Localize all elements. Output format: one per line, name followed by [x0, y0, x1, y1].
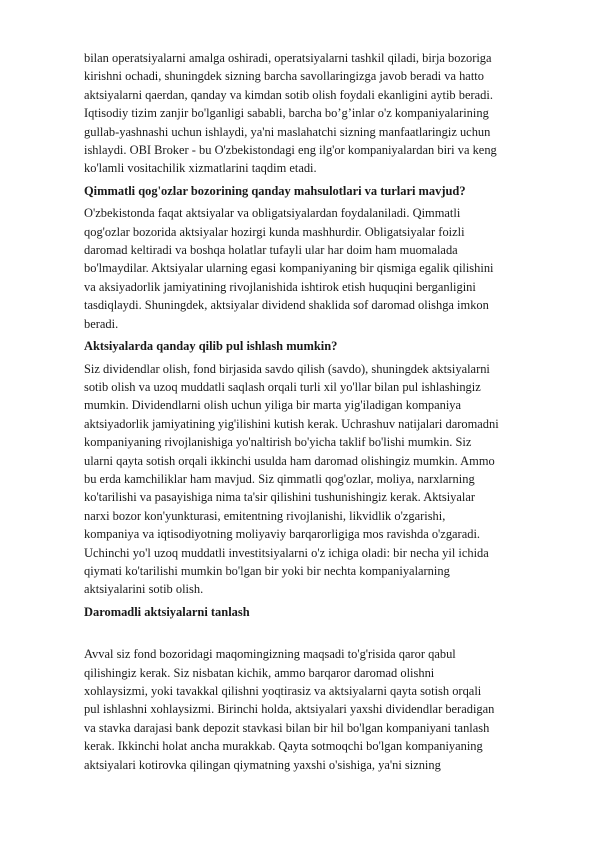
section-heading-products: Qimmatli qog'ozlar bozorining qanday mahsulotlari va turlari mavjud? — [84, 183, 466, 198]
paragraph-broker-intro: bilan operatsiyalarni amalga oshiradi, operatsiyalarni tashkil qiladi, birja bozoriga kirishni ochadi, shuningdek sizning barcha savollaringizga javob beradi va hatto aktsiyalarni qaerdan, qanday va kimdan sotib olish foydali ekanligini aytib beradi. Iqtisodiy tizim zanjir bo'lganligi sababli, barcha bo’g’inlar o'z kompaniyalarining gullab-yashnashi uchun ishlaydi, ya'ni maslahatchi sizning manfaatlaringiz uchun ishlaydi. OBI Broker - bu O'zbekistondagi eng ilg'or kompaniyalardan biri va keng ko'lamli vositachilik xizmatlarini taqdim etadi. — [84, 51, 497, 176]
paragraph-earning: Siz dividendlar olish, fond birjasida savdo qilish (savdo), shuningdek aktsiyalarni sotib olish va uzoq muddatli saqlash orqali turli xil yo'llar bilan pul ishlashingiz mumkin. Dividendlarni olish uchun yiliga bir marta yig'iladigan kompaniya aktsiyadorlik jamiyatining yig'ilishini kutish kerak. Uchrashuv natijalari daromadni kompaniyaning rivojlanishiga yo'naltirish bo'yicha taklif bo'lishi mumkin. Siz ularni qayta sotish orqali ikkinchi usulda ham daromad olishingiz mumkin. Ammo bu erda kamchiliklar ham mavjud. Siz qimmatli qog'ozlar, moliya, narxlarning ko'tarilishi va pasayishiga nima ta'sir qilishini tushunishingiz kerak. Aktsiyalar narxi bozor kon'yunkturasi, emitentning rivojlanishi, likvidlik o'zgarishi, kompaniya va iqtisodiyotning moliyaviy barqarorligiga mos ravishda o'zgaradi. Uchinchi yo'l uzoq muddatli investitsiyalarni o'z ichiga oladi: bir necha yil ichida qiymati ko'tarilishi mumkin bo'lgan bir yoki bir nechta kompaniyalarning aktsiyalarini sotib olish. — [84, 361, 499, 597]
section-heading-choosing-stocks: Daromadli aktsiyalarni tanlash — [84, 604, 250, 619]
document-page — [84, 49, 554, 774]
section-heading-earning: Aktsiyalarda qanday qilib pul ishlash mumkin? — [84, 339, 338, 354]
spacer — [84, 621, 554, 645]
paragraph-products: O'zbekistonda faqat aktsiyalar va obligatsiyalardan foydalaniladi. Qimmatli qog'ozlar bozorida aktsiyalar hozirgi kunda mashhurdir. Obligatsiyalar foizli daromad keltiradi va boshqa holatlar tufayli ular har doim ham muomalada bo'lmaydilar. Aktsiyalar ularning egasi kompaniyaning bir qismiga egalik qilishini va aksiyadorlik jamiyatining rivojlanishida ishtirok etish huquqini berganligini tasdiqlaydi. Shuningdek, aktsiyalar dividend shaklida sof daromad olishga imkon beradi. — [84, 206, 494, 331]
paragraph-choosing-stocks: Avval siz fond bozoridagi maqomingizning maqsadi to'g'risida qaror qabul qilishingiz kerak. Siz nisbatan kichik, ammo barqaror daromad olishni xohlaysizmi, yoki tavakkal qilishni yoqtirasiz va aktsiyalarni qayta sotish orqali pul ishlashni xohlaysizmi. Birinchi holda, aktsiyalari yaxshi dividendlar beradigan va stavka darajasi bank depozit stavkasi bilan bir hil bo'lgan kompaniyani tanlash kerak. Ikkinchi holat ancha murakkab. Qayta sotmoqchi bo'lgan kompaniyaning aktsiyalari kotirovka qilingan qiymatning yaxshi o'sishiga, ya'ni sizning — [84, 647, 495, 772]
